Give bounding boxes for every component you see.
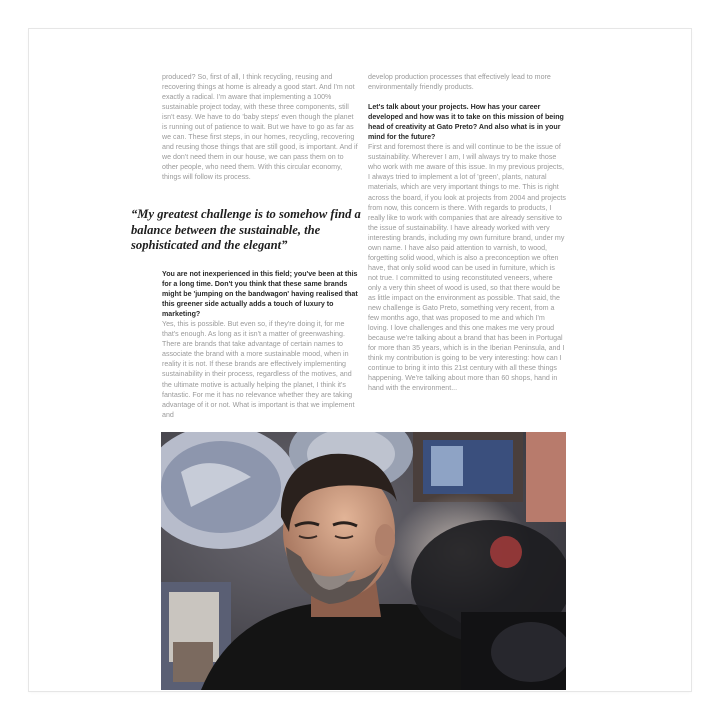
- body-paragraph: produced? So, first of all, I think recycling, reusing and recovering things at home is already a good start. And I'm not exactly a radical. I'm aware that implementing a 100% sustainable project today, with these three components, still isn't easy. We have to do 'baby steps' even though the planet is running out of patience to wait. But we have to go as far as we can. These first steps, in our homes, recycling, recovering and reusing those things that are still good, is important. And if we don't need them in our house, we can pass them on to other people, who need them. With this circular economy, things will follow its process.: [162, 73, 358, 182]
- left-column-top: [162, 72, 358, 183]
- interview-question: Let's talk about your projects. How has your career developed and how was it to take on this mission of being head of creativity at Gato Preto? And also what is in your mind for the future?: [368, 103, 564, 142]
- interview-answer: First and foremost there is and will continue to be the issue of sustainability. Wherever I am, I will always try to make those who work with me aware of this issue. In my previous projects, I always tried to implement a lot of 'green', plants, natural materials, which are very important things to me. This is right across the board, if you look at projects from 2004 and projects from now, this concern is there. With regards to products, I really like to work with companies that are already sensitive to the issue of sustainability. I have already worked with very interesting brands, including my own furniture brand, under my own name. I have also paid attention to varnish, to wood, forgetting solid wood, which is also a preconception we often have, that only solid wood can be used in furniture, which is not true. I committed to using reconstituted veneers, where only a very thin sheet of wood is used, so that there would be as little impact on the environment as possible. That said, the new challenge is Gato Preto, something very recent, from a few months ago, that was proposed to me and which I'm loving. I love challenges and this one makes me very proud because we're talking about a brand that has been in Portugal for more than 35 years, which is in the Iberian Peninsula, and I think my contribution is going to be very interesting: how can I continue to bring it into this 21st century with all these things happening. We're talking about more than 60 shops, hand in hand with the environment...: [368, 143, 566, 393]
- right-column: [368, 72, 566, 393]
- interview-answer: Yes, this is possible. But even so, if they're doing it, for me that's enough. As long as it isn't a matter of greenwashing. There are brands that take advantage of certain names to associate the brand with a more sustainable mood, when in reality it is not. If these brands are effectively implementing sustainability in their process, regardless of the motives, and the ultimate motive is actually helping the planet, I think it's fantastic. For me it has no relevance whether they are taking advantage of it or not. What is important is that we implement and: [162, 320, 355, 419]
- body-paragraph: develop production processes that effectively lead to more environmentally friendly products.: [368, 73, 551, 92]
- pull-quote: “My greatest challenge is to somehow find a balance between the sustainable, the sophisticated and the elegant”: [131, 207, 361, 253]
- left-column-bottom: [162, 269, 360, 420]
- portrait-illustration: [161, 432, 566, 690]
- portrait-photo: [161, 432, 566, 690]
- interview-question: You are not inexperienced in this field; you've been at this for a long time. Don't you think that these same brands might be 'jumping on the bandwagon' having realised that this greener side actually adds a touch of luxury to marketing?: [162, 270, 358, 319]
